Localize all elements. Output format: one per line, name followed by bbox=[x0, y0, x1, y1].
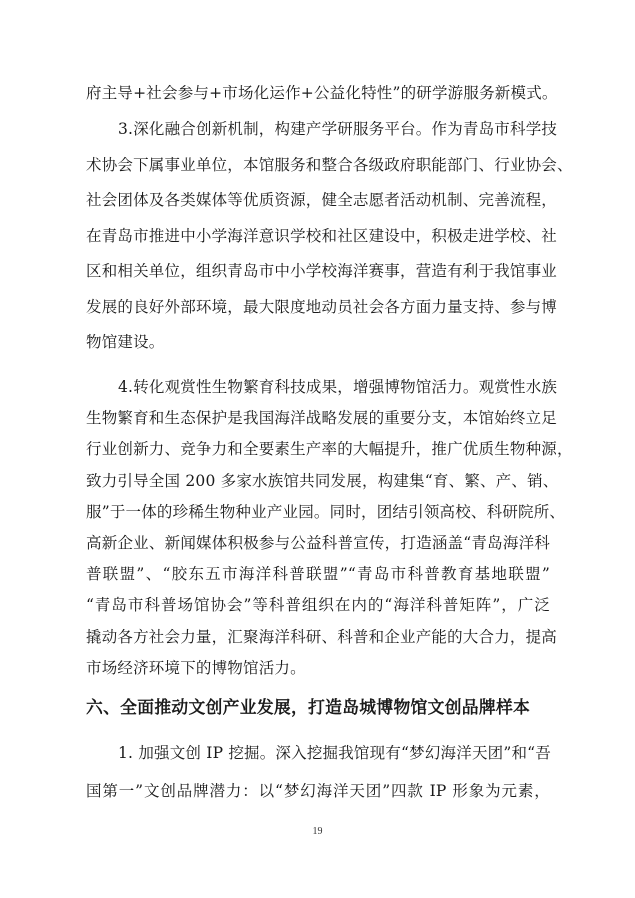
text-line: 高新企业、新闻媒体积极参与公益科普宣传，打造涵盖“青岛海洋科 bbox=[86, 534, 550, 552]
text-line: 社会团体及各类媒体等优质资源，健全志愿者活动机制、完善流程， bbox=[86, 191, 558, 209]
text-line: 在青岛市推进中小学海洋意识学校和社区建设中，积极走进学校、社 bbox=[86, 226, 558, 245]
text-line: 服”于一体的珍稀生物种业产业园。同时，团结引领高校、科研院所、 bbox=[86, 502, 566, 521]
text-line: 4.转化观赏性生物繁育科技成果，增强博物馆活力。观赏性水族 bbox=[118, 378, 558, 396]
text-line: 1. 加强文创 IP 挖掘。深入挖掘我馆现有“梦幻海洋天团”和“吾 bbox=[118, 744, 551, 762]
text-line: 市场经济环境下的博物馆活力。 bbox=[86, 658, 306, 677]
section-heading: 六、全面推动文创产业发展，打造岛城博物馆文创品牌样本 bbox=[86, 697, 531, 717]
text-line: 普联盟”、“胶东五市海洋科普联盟”“青岛市科普教育基地联盟” bbox=[86, 565, 550, 584]
text-line: 发展的良好外部环境，最大限度地动员社会各方面力量支持、参与博 bbox=[86, 297, 558, 316]
text-line: 行业创新力、竞争力和全要素生产率的大幅提升，推广优质生物种源， bbox=[86, 440, 573, 459]
text-line: 3.深化融合创新机制，构建产学研服务平台。作为青岛市科学技 bbox=[118, 120, 558, 138]
text-line: 物馆建设。 bbox=[86, 333, 165, 351]
text-line: 致力引导全国 200 多家水族馆共同发展，构建集“育、繁、产、销、 bbox=[86, 471, 559, 490]
text-line: 府主导+社会参与+市场化运作+公益化特性”的研学游服务新模式。 bbox=[86, 84, 558, 102]
text-line: 区和相关单位，组织青岛市中小学校海洋赛事，营造有利于我馆事业 bbox=[86, 262, 558, 280]
text-line: 国第一”文创品牌潜力：以“梦幻海洋天团”四款 IP 形象为元素， bbox=[86, 782, 550, 800]
text-line: 撬动各方社会力量，汇聚海洋科研、科普和企业产能的大合力，提高 bbox=[86, 627, 558, 646]
page-number: 19 bbox=[312, 826, 323, 837]
text-line: 术协会下属事业单位，本馆服务和整合各级政府职能部门、行业协会、 bbox=[86, 155, 573, 174]
text-line: 生物繁育和生态保护是我国海洋战略发展的重要分支，本馆始终立足 bbox=[86, 409, 558, 428]
text-line: “青岛市科普场馆协会”等科普组织在内的“海洋科普矩阵”，广泛 bbox=[86, 596, 550, 615]
